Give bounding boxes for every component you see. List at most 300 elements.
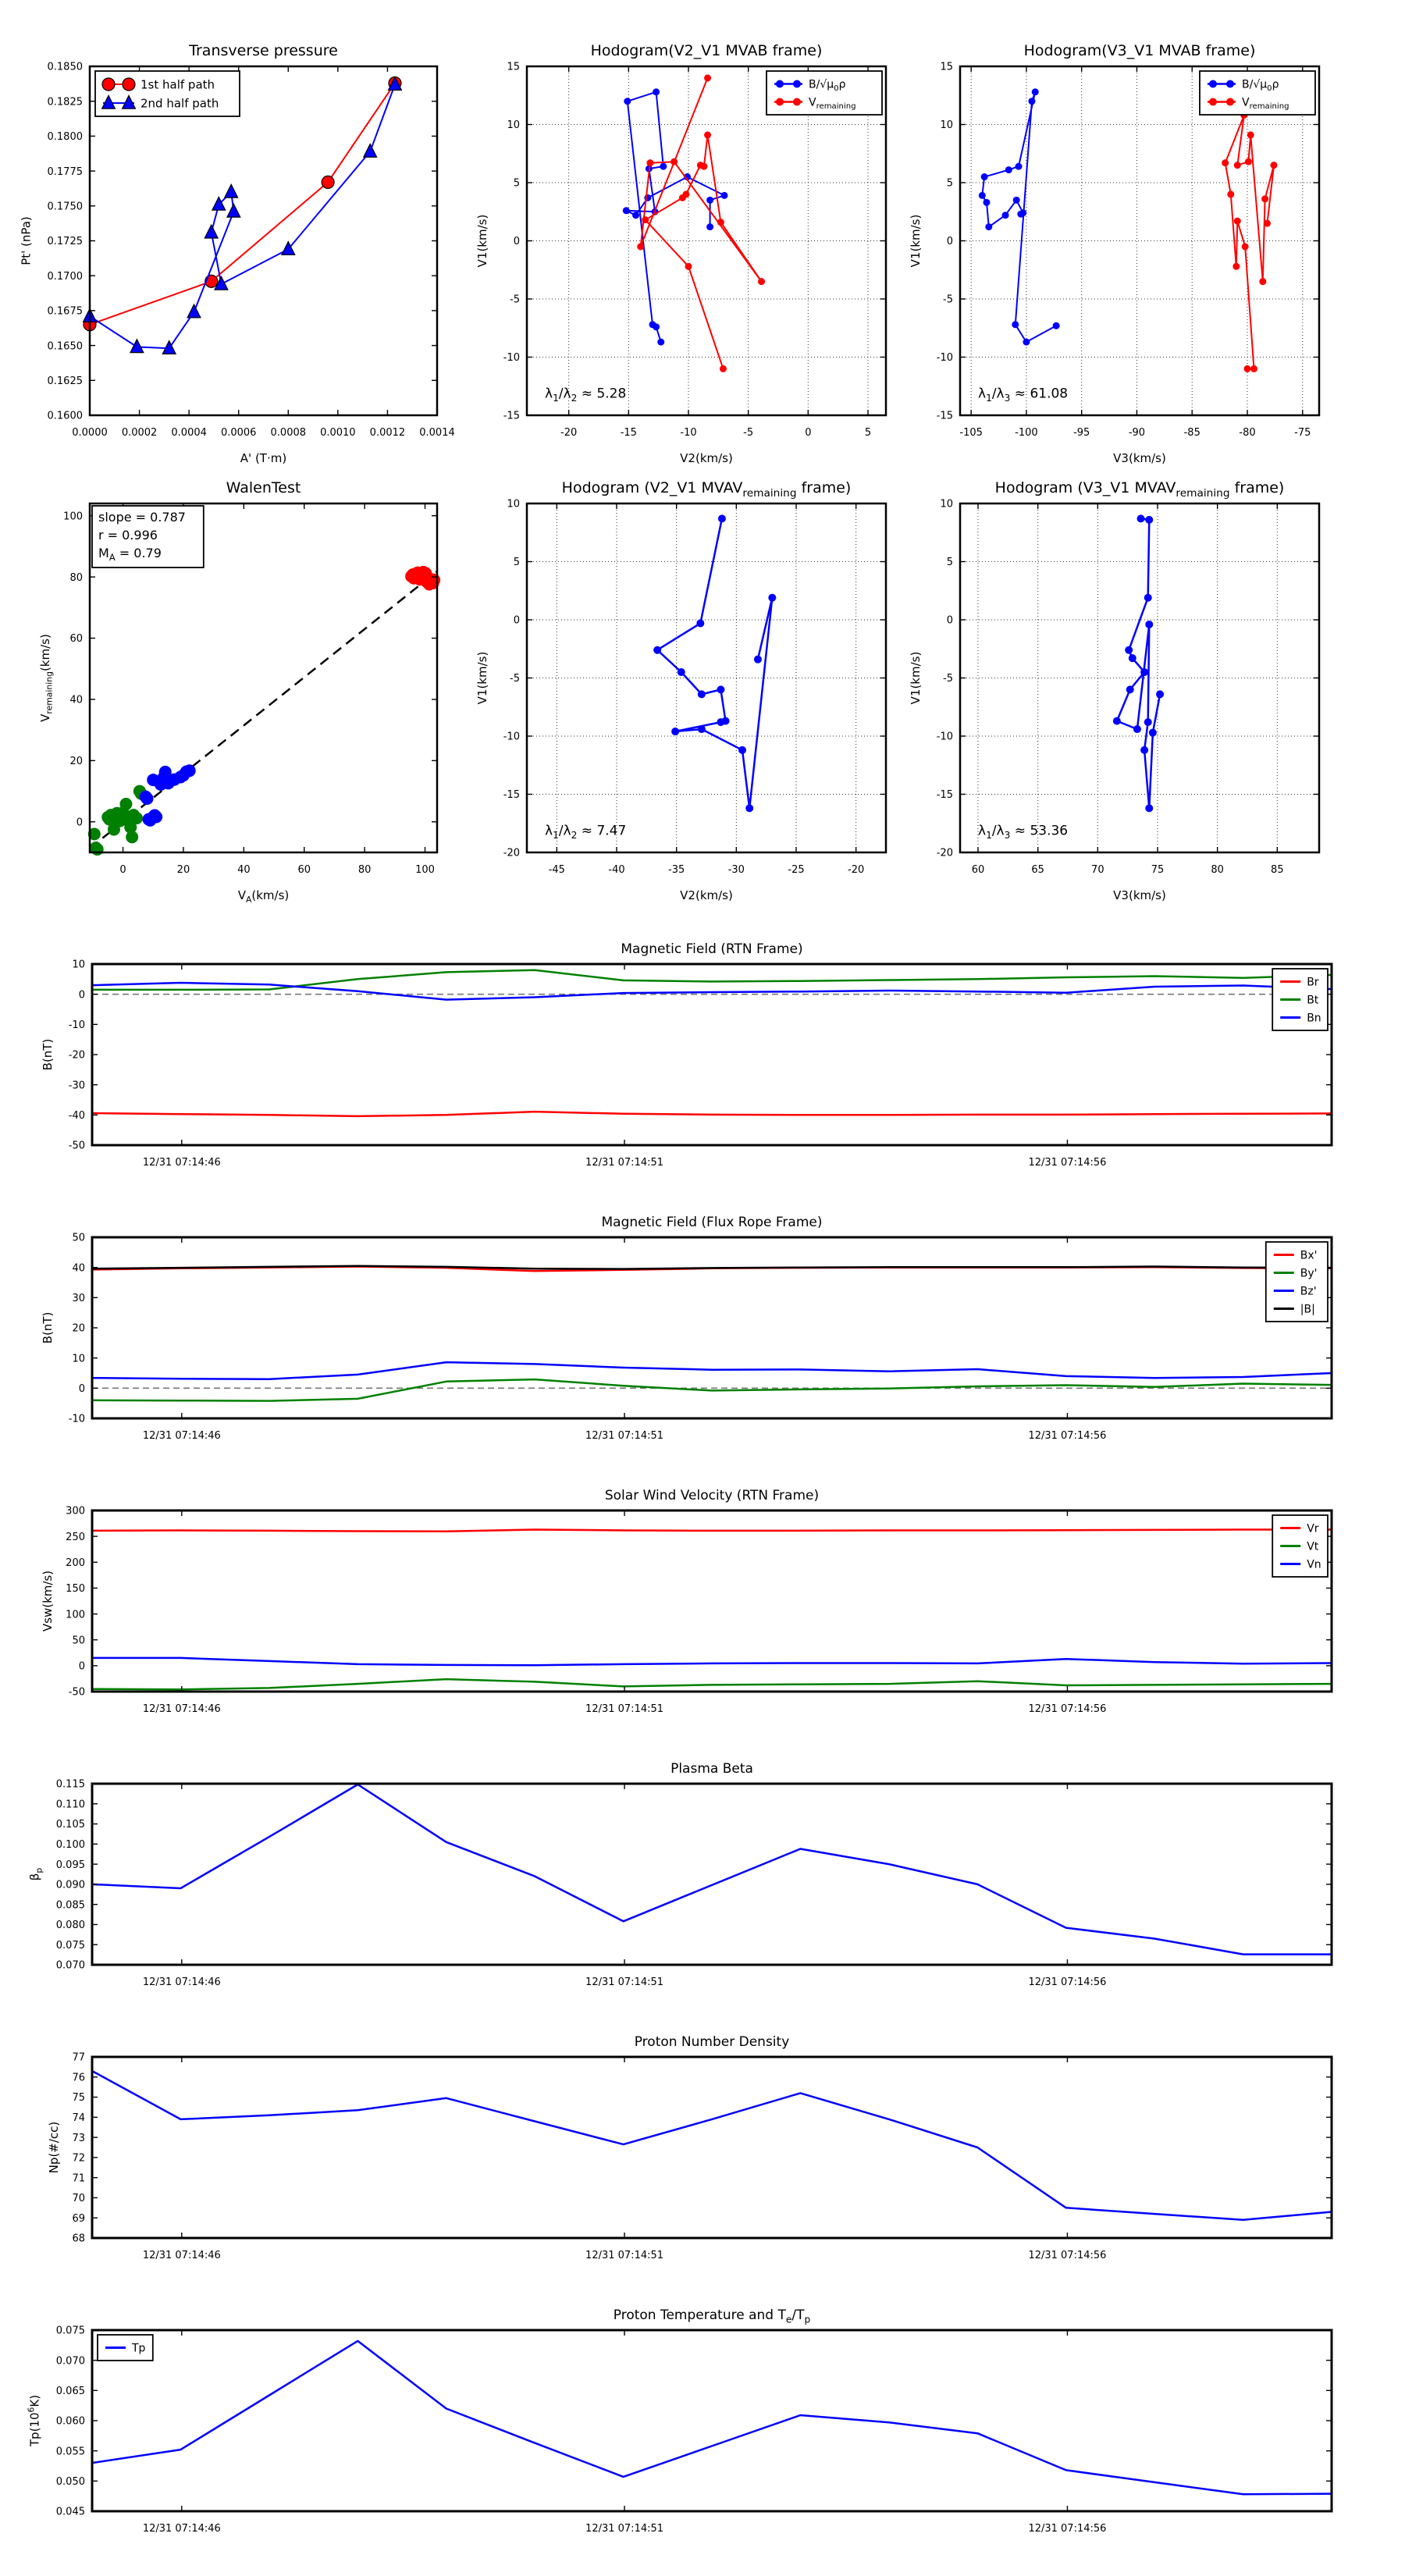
y-tick-label: 0 (946, 614, 953, 627)
y-tick-label: 0.1700 (47, 270, 83, 283)
y-tick-label: -10 (936, 731, 953, 743)
point-marker (1140, 668, 1148, 676)
x-tick-label: 12/31 07:14:51 (585, 1703, 664, 1715)
point-marker (653, 646, 661, 654)
x-tick-label: -20 (560, 427, 578, 439)
x-tick-label: 20 (176, 864, 190, 876)
y-tick-label: 0.110 (55, 1799, 85, 1811)
y-axis-label: $\beta_p$ (27, 1867, 44, 1881)
point-marker (1133, 725, 1141, 733)
y-tick-label: 0.075 (55, 2325, 85, 2337)
y-tick-label: 0 (78, 1383, 85, 1396)
x-tick-label: 12/31 07:14:51 (585, 1430, 664, 1442)
point-marker (322, 176, 334, 188)
x-tick-label: 12/31 07:14:56 (1028, 1976, 1107, 1988)
x-tick-label: 12/31 07:14:51 (585, 1976, 664, 1988)
y-tick-label: 0.070 (55, 2355, 85, 2368)
x-axis-label: $V_A(km/s)$ (237, 888, 290, 905)
panel-mag-fluxrope (41, 1215, 1332, 1442)
x-tick-label: 12/31 07:14:46 (142, 1430, 221, 1442)
y-tick-label: 0.115 (55, 1778, 85, 1791)
y-tick-label: 5 (946, 177, 953, 190)
x-tick-label: 0.0000 (72, 427, 108, 439)
x-tick-label: 12/31 07:14:51 (585, 2523, 664, 2535)
x-tick-label: 0 (119, 864, 126, 876)
y-tick-label: 0.085 (55, 1899, 85, 1912)
y-tick-label: -40 (68, 1110, 85, 1123)
legend-label: Bx' (1300, 1249, 1318, 1262)
legend-label: Vt (1307, 1540, 1319, 1553)
panel-hodogram-v2v1-mvab (475, 42, 886, 465)
triangle-marker (205, 225, 218, 238)
x-tick-label: 12/31 07:14:56 (1028, 1157, 1107, 1169)
x-tick-label: -85 (1183, 427, 1200, 439)
series-tp (92, 2341, 1332, 2494)
x-tick-label: 0.0012 (369, 427, 406, 439)
point-marker (1023, 339, 1030, 346)
point-marker (1145, 621, 1153, 628)
point-marker (704, 131, 711, 138)
legend (1266, 1242, 1328, 1322)
x-tick-label: 12/31 07:14:46 (142, 1157, 221, 1169)
point-marker (1227, 190, 1234, 197)
y-tick-label: -5 (510, 673, 520, 685)
y-tick-label: 0.055 (55, 2446, 85, 2458)
y-tick-label: -5 (510, 294, 520, 306)
y-tick-label: 10 (940, 119, 953, 132)
point-marker (685, 263, 692, 270)
x-tick-label: 85 (1271, 864, 1284, 876)
point-marker (793, 80, 801, 88)
y-tick-label: 0.1675 (47, 305, 83, 318)
point-marker (123, 78, 135, 91)
point-marker (979, 192, 986, 199)
y-tick-label: 0.100 (55, 1839, 85, 1852)
y-tick-label: 70 (72, 2193, 85, 2205)
series-vr (92, 1530, 1332, 1532)
point-marker (717, 718, 724, 726)
point-marker (698, 725, 706, 733)
point-marker (1140, 746, 1148, 754)
x-tick-label: 0.0008 (270, 427, 307, 439)
x-tick-label: 0 (805, 427, 812, 439)
y-tick-label: 0 (513, 614, 520, 627)
point-marker (1126, 685, 1134, 693)
x-tick-label: 12/31 07:14:51 (585, 1157, 664, 1169)
y-tick-label: 0.1725 (47, 236, 83, 248)
x-tick-label: 0.0014 (419, 427, 455, 439)
y-tick-label: 0 (78, 989, 85, 1002)
point-marker (657, 339, 664, 346)
y-axis-label: V1(km/s) (475, 214, 489, 268)
point-marker (1209, 98, 1217, 106)
point-marker (1053, 322, 1060, 329)
panel-vsw-rtn (41, 1488, 1332, 1715)
x-tick-label: 12/31 07:14:46 (142, 2523, 221, 2535)
series-by- (92, 1379, 1332, 1401)
y-axis-label: $Tp(10^6K)$ (26, 2394, 42, 2447)
panel-title: Hodogram(V3_V1 MVAB frame) (1023, 42, 1256, 59)
y-tick-label: 20 (72, 1322, 85, 1335)
y-tick-label: 0 (946, 236, 953, 248)
x-tick-label: 12/31 07:14:56 (1028, 1430, 1107, 1442)
y-tick-label: 0.1600 (47, 410, 83, 422)
point-marker (1222, 159, 1229, 166)
x-tick-label: 100 (415, 864, 435, 876)
y-tick-label: 0.1775 (47, 165, 83, 178)
point-marker (623, 207, 630, 214)
point-marker (758, 278, 765, 285)
x-axis-label: V3(km/s) (1113, 451, 1166, 465)
y-tick-label: 0.050 (55, 2476, 85, 2489)
legend (767, 71, 882, 115)
x-tick-label: 0.0006 (220, 427, 257, 439)
point-marker (632, 212, 639, 219)
x-tick-label: -10 (680, 427, 697, 439)
x-tick-label: -15 (620, 427, 637, 439)
point-marker (653, 88, 660, 95)
point-marker (660, 163, 667, 170)
y-tick-label: 20 (69, 756, 83, 768)
x-tick-label: -45 (548, 864, 565, 876)
y-tick-label: 10 (507, 498, 520, 511)
legend-label: Bt (1307, 994, 1319, 1007)
legend (1272, 1515, 1328, 1577)
y-tick-label: 50 (72, 1232, 85, 1244)
x-tick-label: 60 (297, 864, 311, 876)
y-tick-label: -20 (936, 847, 953, 859)
y-tick-label: 0 (513, 236, 520, 248)
point-marker (119, 798, 132, 810)
point-marker (1264, 220, 1271, 227)
point-marker (1234, 162, 1241, 169)
y-tick-label: 74 (72, 2112, 85, 2125)
legend-label: Bz' (1300, 1285, 1317, 1298)
point-marker (678, 668, 685, 676)
panel-title: Transverse pressure (189, 42, 338, 59)
x-tick-label: 65 (1031, 864, 1044, 876)
y-tick-label: 77 (72, 2051, 85, 2064)
y-tick-label: 0.045 (55, 2506, 85, 2518)
y-tick-label: -5 (943, 294, 953, 306)
series-bz- (92, 1362, 1332, 1379)
y-tick-label: 30 (72, 1293, 85, 1305)
x-tick-label: 80 (357, 864, 372, 876)
panel-mag-rtn (41, 941, 1332, 1169)
point-marker (150, 811, 162, 824)
point-marker (1013, 197, 1020, 204)
y-tick-label: 5 (513, 177, 520, 190)
panel-title: Hodogram (V2_V1 $MVAV_{remaining}$ frame) (561, 479, 852, 500)
point-marker (1234, 218, 1241, 225)
legend (95, 71, 240, 116)
y-tick-label: 71 (72, 2172, 85, 2185)
x-axis-label: A' (T·m) (240, 451, 287, 465)
y-tick-label: -15 (503, 410, 520, 422)
legend (98, 2335, 153, 2361)
point-marker (646, 159, 653, 166)
point-marker (1144, 718, 1152, 726)
legend-label: $B/√\mu_0\rho$ (1242, 78, 1279, 94)
x-tick-label: 12/31 07:14:46 (142, 1703, 221, 1715)
y-tick-label: -10 (936, 352, 953, 365)
y-tick-label: 0 (76, 817, 83, 829)
point-marker (130, 812, 143, 824)
x-tick-label: 70 (1091, 864, 1104, 876)
y-tick-label: 0.080 (55, 1920, 85, 1932)
point-marker (738, 746, 746, 754)
point-marker (985, 223, 992, 230)
y-tick-label: 5 (946, 557, 953, 569)
legend-label: $V_{remaining}$ (1242, 96, 1289, 112)
y-tick-label: 50 (72, 1635, 85, 1647)
point-marker (718, 514, 726, 522)
point-marker (1113, 717, 1121, 725)
x-tick-label: -100 (1015, 427, 1038, 439)
y-tick-label: 0.105 (55, 1819, 85, 1831)
legend-label: Vn (1307, 1558, 1321, 1571)
panel-hodogram-v2v1-mvav (475, 479, 886, 902)
y-axis-label: V1(km/s) (908, 214, 923, 268)
point-marker (1261, 195, 1268, 202)
legend-label: By' (1300, 1267, 1318, 1280)
x-axis-label: V2(km/s) (680, 888, 733, 902)
series--b- (92, 1266, 1332, 1269)
legend-label: Vr (1307, 1522, 1319, 1535)
x-tick-label: 75 (1151, 864, 1165, 876)
series-bn (92, 983, 1332, 1000)
point-marker (428, 574, 440, 586)
y-tick-label: -15 (936, 789, 953, 802)
panel-title: Hodogram (V3_V1 $MVAV_{remaining}$ frame) (994, 479, 1285, 500)
legend (1200, 71, 1315, 115)
y-tick-label: 73 (72, 2132, 85, 2144)
y-tick-label: 10 (940, 498, 953, 511)
y-tick-label: -10 (503, 731, 520, 743)
point-marker (141, 792, 154, 805)
axes-frame (92, 1510, 1332, 1692)
y-axis-label: V1(km/s) (908, 651, 923, 705)
legend-label: $B/√\mu_0\rho$ (809, 78, 846, 94)
axes-frame (92, 2330, 1332, 2511)
point-marker (91, 843, 104, 856)
series-v-remaining (1225, 116, 1274, 369)
point-marker (1244, 365, 1251, 372)
y-axis-label: Pt' (nPa) (19, 216, 34, 265)
y-tick-label: -20 (503, 847, 520, 859)
x-tick-label: -20 (848, 864, 865, 876)
x-tick-label: 12/31 07:14:56 (1028, 2523, 1107, 2535)
y-tick-label: 0.075 (55, 1939, 85, 1952)
point-marker (720, 365, 727, 372)
point-marker (1226, 80, 1234, 88)
point-marker (1125, 646, 1133, 654)
annotation: $\lambda_1/\lambda_3 \approx 53.36$ (978, 823, 1069, 841)
x-tick-label: 80 (1211, 864, 1224, 876)
point-marker (754, 656, 762, 664)
point-marker (776, 98, 784, 106)
point-marker (183, 764, 196, 777)
triangle-marker (187, 304, 201, 318)
panel-title: Hodogram(V2_V1 MVAB frame) (590, 42, 823, 59)
legend-label: 2nd half path (140, 96, 219, 111)
point-marker (1209, 80, 1217, 88)
panel-hodogram-v3v1-mvav (909, 479, 1319, 902)
point-marker (1145, 516, 1153, 524)
legend-label: Tp (132, 2342, 146, 2355)
x-tick-label: 40 (237, 864, 251, 876)
y-tick-label: -50 (68, 1686, 85, 1699)
y-tick-label: 80 (69, 571, 83, 584)
x-tick-label: -75 (1294, 427, 1311, 439)
y-tick-label: 0.060 (55, 2415, 85, 2428)
y-axis-label: Vsw(km/s) (40, 1570, 55, 1632)
triangle-marker (130, 340, 144, 353)
y-axis-label: B(nT) (40, 1038, 55, 1071)
x-tick-label: 5 (864, 427, 872, 439)
point-marker (671, 728, 679, 735)
y-tick-label: 0.1850 (47, 61, 83, 73)
legend-label: 1st half path (140, 77, 215, 92)
x-tick-label: 0.0004 (171, 427, 207, 439)
series-br (92, 1112, 1332, 1116)
stats-line: $M_A = 0.79$ (98, 546, 162, 563)
point-marker (126, 831, 138, 843)
y-tick-label: 0.090 (55, 1879, 85, 1891)
y-axis-label: B(nT) (40, 1311, 55, 1344)
y-tick-label: -15 (503, 789, 520, 802)
point-marker (1145, 804, 1153, 812)
point-marker (637, 243, 644, 250)
y-tick-label: -30 (68, 1080, 85, 1092)
axes-frame (90, 66, 437, 415)
point-marker (1137, 514, 1145, 522)
y-tick-label: 15 (507, 61, 520, 73)
series-np (92, 2071, 1332, 2220)
y-tick-label: -15 (936, 410, 953, 422)
panel-title: Plasma Beta (670, 1761, 753, 1777)
panel-plasma-beta (28, 1761, 1332, 1988)
point-marker (1232, 263, 1240, 270)
point-marker (642, 216, 649, 223)
y-tick-label: 0.1750 (47, 201, 83, 213)
triangle-marker (227, 204, 240, 217)
y-tick-label: 0.1800 (47, 131, 83, 144)
point-marker (670, 158, 678, 165)
x-tick-label: -35 (668, 864, 685, 876)
point-marker (721, 192, 728, 199)
x-axis-label: V2(km/s) (680, 451, 733, 465)
point-marker (1032, 88, 1039, 95)
y-tick-label: 300 (66, 1505, 85, 1517)
y-tick-label: 100 (66, 1609, 85, 1621)
y-tick-label: 0.065 (55, 2386, 85, 2398)
y-tick-label: 0.1825 (47, 96, 83, 109)
annotation: $\lambda_1/\lambda_3 \approx 61.08$ (978, 386, 1069, 404)
y-tick-label: -10 (503, 352, 520, 365)
point-marker (1247, 131, 1254, 138)
point-marker (1250, 365, 1257, 372)
point-marker (679, 194, 686, 201)
y-tick-label: -10 (68, 1413, 85, 1425)
legend-label: Bn (1307, 1012, 1321, 1025)
annotation: $\lambda_1/\lambda_2 \approx 5.28$ (545, 386, 627, 404)
x-tick-label: -30 (727, 864, 745, 876)
point-marker (983, 199, 990, 206)
x-tick-label: 12/31 07:14:56 (1028, 2250, 1107, 2261)
point-marker (624, 98, 631, 105)
panel-title: Proton Number Density (634, 2034, 790, 2050)
point-marker (1016, 163, 1023, 170)
y-tick-label: -20 (68, 1049, 85, 1062)
point-marker (717, 219, 724, 226)
legend-label: |B| (1300, 1303, 1315, 1316)
series-beta-p (92, 1784, 1332, 1955)
fit-dashed-line (90, 571, 437, 849)
y-axis-label: Np(#/cc) (46, 2121, 61, 2174)
point-marker (1005, 166, 1012, 173)
x-tick-label: 12/31 07:14:46 (142, 2250, 221, 2261)
y-tick-label: 250 (66, 1531, 85, 1543)
x-tick-label: -95 (1073, 427, 1090, 439)
x-tick-label: -25 (788, 864, 805, 876)
stats-line: r = 0.996 (98, 528, 158, 543)
x-tick-label: -105 (959, 427, 983, 439)
series-v-path (1117, 518, 1160, 808)
y-tick-label: 72 (72, 2152, 85, 2165)
point-marker (776, 80, 784, 88)
y-tick-label: 10 (72, 959, 85, 971)
y-axis-label: $V_{remaining}(km/s)$ (37, 634, 55, 722)
point-marker (697, 162, 704, 169)
y-tick-label: 40 (72, 1262, 85, 1275)
legend-label: Br (1307, 976, 1319, 989)
y-tick-label: 0.1650 (47, 340, 83, 353)
y-tick-label: 76 (72, 2072, 85, 2084)
point-marker (1245, 158, 1252, 165)
panel-walen-test (38, 479, 440, 905)
y-tick-label: 40 (69, 694, 83, 706)
panel-title: Magnetic Field (Flux Rope Frame) (601, 1215, 823, 1230)
point-marker (1017, 211, 1024, 218)
point-marker (1129, 654, 1136, 662)
y-tick-label: 0.095 (55, 1859, 85, 1871)
point-marker (1156, 690, 1164, 698)
y-tick-label: 15 (940, 61, 953, 73)
x-tick-label: -40 (608, 864, 625, 876)
annotation: $\lambda_1/\lambda_2 \approx 7.47$ (545, 823, 627, 841)
y-tick-label: 0 (78, 1660, 85, 1673)
y-tick-label: -5 (943, 673, 953, 685)
x-tick-label: 12/31 07:14:46 (142, 1976, 221, 1988)
triangle-marker (364, 144, 377, 157)
panel-title: WalenTest (226, 479, 301, 496)
point-marker (768, 594, 776, 602)
x-tick-label: 60 (971, 864, 985, 876)
x-tick-label: -90 (1128, 427, 1146, 439)
series-b-sqrt-mu0-rho- (626, 92, 724, 342)
x-tick-label: 12/31 07:14:51 (585, 2250, 664, 2261)
x-tick-label: 12/31 07:14:56 (1028, 1703, 1107, 1715)
series-1st-half-path (90, 84, 395, 325)
x-axis-label: V3(km/s) (1113, 888, 1166, 902)
y-tick-label: 5 (513, 557, 520, 569)
point-marker (981, 173, 988, 180)
panel-transverse-pressure (20, 42, 455, 465)
panel-title: Proton Temperature and $T_e/T_p$ (613, 2307, 811, 2325)
y-tick-label: 100 (63, 511, 83, 523)
y-tick-label: 75 (72, 2092, 85, 2105)
